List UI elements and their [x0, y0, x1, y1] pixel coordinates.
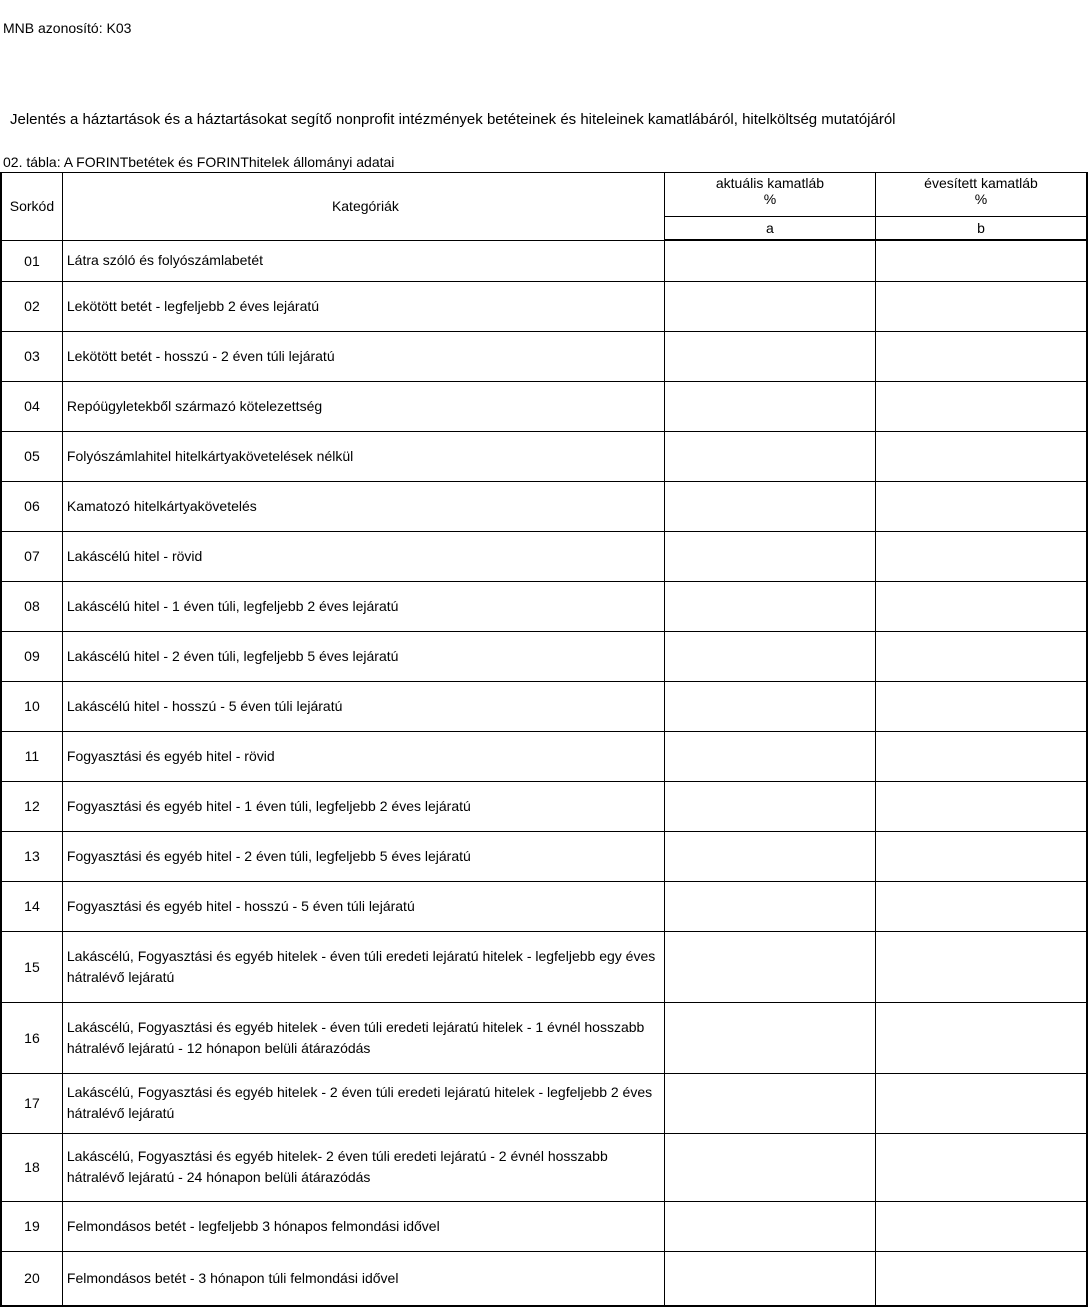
row-code: 09	[1, 631, 62, 681]
row-code: 19	[1, 1201, 62, 1251]
row-value-a-cell[interactable]	[664, 581, 875, 631]
header-col-b-title: évesített kamatláb	[924, 175, 1038, 191]
row-code: 13	[1, 831, 62, 881]
row-category	[62, 781, 664, 831]
header-col-a	[664, 173, 875, 217]
header-col-a-title: aktuális kamatláb	[715, 175, 825, 191]
row-category	[62, 1133, 664, 1201]
row-category-label: Lakáscélú, Fogyasztási és egyéb hitelek - éven túli eredeti lejáratú hitelek - 1 évnél hosszabb hátralévő lejáratú - 12 hónapon belüli átárazódás	[66, 1018, 645, 1056]
table-row	[1, 531, 1087, 581]
row-value-b-cell[interactable]	[875, 731, 1087, 781]
table-row	[1, 381, 1087, 431]
row-value-a-cell[interactable]	[664, 1201, 875, 1251]
row-value-b-cell[interactable]	[875, 681, 1087, 731]
header-col-a-letter: a	[664, 217, 875, 241]
row-code: 07	[1, 531, 62, 581]
row-category	[62, 1251, 664, 1306]
table-row	[1, 731, 1087, 781]
row-value-b-cell[interactable]	[875, 881, 1087, 931]
row-code: 03	[1, 331, 62, 381]
row-category	[62, 431, 664, 481]
row-value-b-cell[interactable]	[875, 1201, 1087, 1251]
row-category-label: Folyószámlahitel hitelkártyakövetelések nélkül	[66, 447, 354, 464]
rates-table	[0, 172, 1088, 1307]
row-value-a-cell[interactable]	[664, 1073, 875, 1133]
table-row	[1, 240, 1087, 281]
row-category-label: Fogyasztási és egyéb hitel - rövid	[66, 747, 275, 764]
row-code: 01	[1, 240, 62, 281]
table-row	[1, 681, 1087, 731]
row-category-label: Lakáscélú hitel - 1 éven túli, legfeljebb 2 éves lejáratú	[66, 597, 399, 614]
table-row	[1, 1002, 1087, 1073]
row-category-label: Fogyasztási és egyéb hitel - 2 éven túli, legfeljebb 5 éves lejáratú	[66, 847, 471, 864]
row-category-label: Lakáscélú hitel - hosszú - 5 éven túli lejáratú	[66, 697, 343, 714]
row-value-b-cell[interactable]	[875, 1002, 1087, 1073]
row-category-label: Felmondásos betét - 3 hónapon túli felmondási idővel	[66, 1269, 399, 1286]
row-category-label: Lakáscélú, Fogyasztási és egyéb hitelek - éven túli eredeti lejáratú hitelek - legfeljebb egy éves hátralévő lejáratú	[66, 947, 656, 985]
table-row	[1, 1251, 1087, 1306]
table-row	[1, 431, 1087, 481]
row-code: 18	[1, 1133, 62, 1201]
table-row	[1, 1133, 1087, 1201]
row-value-b-cell[interactable]	[875, 1073, 1087, 1133]
row-value-b-cell[interactable]	[875, 931, 1087, 1002]
row-code: 10	[1, 681, 62, 731]
row-category	[62, 581, 664, 631]
row-category-label: Látra szóló és folyószámlabetét	[66, 252, 263, 268]
row-category	[62, 481, 664, 531]
row-category-label: Fogyasztási és egyéb hitel - 1 éven túli, legfeljebb 2 éves lejáratú	[66, 797, 471, 814]
header-code: Sorkód	[1, 173, 62, 241]
table-title: 02. tábla: A FORINTbetétek és FORINThitelek állományi adatai	[3, 154, 395, 170]
row-value-b-cell[interactable]	[875, 1251, 1087, 1306]
row-code: 06	[1, 481, 62, 531]
row-value-b-cell[interactable]	[875, 581, 1087, 631]
row-value-a-cell[interactable]	[664, 531, 875, 581]
row-code: 02	[1, 281, 62, 331]
row-value-b-cell[interactable]	[875, 381, 1087, 431]
row-category	[62, 281, 664, 331]
header-category: Kategóriák	[62, 173, 664, 241]
row-code: 04	[1, 381, 62, 431]
row-category	[62, 731, 664, 781]
row-category-label: Lekötött betét - legfeljebb 2 éves lejáratú	[66, 297, 320, 314]
row-value-a-cell[interactable]	[664, 781, 875, 831]
row-value-b-cell[interactable]	[875, 431, 1087, 481]
table-row	[1, 881, 1087, 931]
row-code: 16	[1, 1002, 62, 1073]
row-category	[62, 931, 664, 1002]
row-value-a-cell[interactable]	[664, 381, 875, 431]
row-category	[62, 1201, 664, 1251]
row-value-b-cell[interactable]	[875, 481, 1087, 531]
row-value-a-cell[interactable]	[664, 831, 875, 881]
table-row	[1, 781, 1087, 831]
row-category-label: Kamatozó hitelkártyakövetelés	[66, 497, 257, 514]
row-value-a-cell[interactable]	[664, 240, 875, 281]
row-category	[62, 631, 664, 681]
mnb-id: MNB azonosító: K03	[3, 20, 132, 36]
header-col-b-letter: b	[875, 217, 1087, 241]
row-value-a-cell[interactable]	[664, 1002, 875, 1073]
header-col-b	[875, 173, 1087, 217]
row-category	[62, 531, 664, 581]
row-code: 14	[1, 881, 62, 931]
table-row	[1, 1073, 1087, 1133]
header-col-a-unit: %	[763, 191, 777, 207]
row-category-label: Lakáscélú hitel - 2 éven túli, legfeljebb 5 éves lejáratú	[66, 647, 399, 664]
row-value-a-cell[interactable]	[664, 1133, 875, 1201]
table-row	[1, 1201, 1087, 1251]
row-category-label: Lakáscélú, Fogyasztási és egyéb hitelek- 2 éven túli eredeti lejáratú - 2 évnél hosszabb hátralévő lejáratú - 24 hónapon belüli átárazódás	[66, 1148, 608, 1185]
row-category-label: Repóügyletekből származó kötelezettség	[66, 397, 323, 414]
row-code: 17	[1, 1073, 62, 1133]
table-row	[1, 631, 1087, 681]
row-value-a-cell[interactable]	[664, 881, 875, 931]
row-category-label: Lakáscélú, Fogyasztási és egyéb hitelek - 2 éven túli eredeti lejáratú hitelek - legfeljebb 2 éves hátralévő lejáratú	[66, 1084, 653, 1121]
row-code: 11	[1, 731, 62, 781]
row-value-b-cell[interactable]	[875, 781, 1087, 831]
row-category	[62, 240, 664, 281]
table-row	[1, 931, 1087, 1002]
row-value-b-cell[interactable]	[875, 1133, 1087, 1201]
row-code: 12	[1, 781, 62, 831]
row-category	[62, 831, 664, 881]
row-value-a-cell[interactable]	[664, 731, 875, 781]
row-category	[62, 881, 664, 931]
row-value-b-cell[interactable]	[875, 831, 1087, 881]
row-category-label: Fogyasztási és egyéb hitel - hosszú - 5 éven túli lejáratú	[66, 897, 415, 914]
row-code: 08	[1, 581, 62, 631]
table-row	[1, 831, 1087, 881]
row-value-b-cell[interactable]	[875, 240, 1087, 281]
row-category-label: Lakáscélú hitel - rövid	[66, 547, 203, 564]
row-value-a-cell[interactable]	[664, 281, 875, 331]
row-value-a-cell[interactable]	[664, 631, 875, 681]
row-category	[62, 681, 664, 731]
row-value-b-cell[interactable]	[875, 281, 1087, 331]
row-category	[62, 331, 664, 381]
row-code: 15	[1, 931, 62, 1002]
row-category-label: Felmondásos betét - legfeljebb 3 hónapos felmondási idővel	[66, 1217, 440, 1234]
row-value-a-cell[interactable]	[664, 481, 875, 531]
report-title: Jelentés a háztartások és a háztartásokat segítő nonprofit intézmények betéteinek és hiteleinek kamatlábáról, hitelköltség mutatójáról	[10, 111, 896, 128]
row-value-a-cell[interactable]	[664, 431, 875, 481]
table-row	[1, 281, 1087, 331]
row-category	[62, 381, 664, 431]
row-code: 20	[1, 1251, 62, 1306]
table-row	[1, 581, 1087, 631]
row-value-a-cell[interactable]	[664, 1251, 875, 1306]
row-category	[62, 1073, 664, 1133]
row-category-label: Lekötött betét - hosszú - 2 éven túli lejáratú	[66, 347, 335, 364]
table-row	[1, 331, 1087, 381]
table-header-row	[1, 173, 1087, 217]
row-value-a-cell[interactable]	[664, 681, 875, 731]
row-value-b-cell[interactable]	[875, 331, 1087, 381]
row-value-b-cell[interactable]	[875, 531, 1087, 581]
row-value-a-cell[interactable]	[664, 331, 875, 381]
row-category	[62, 1002, 664, 1073]
row-value-b-cell[interactable]	[875, 631, 1087, 681]
row-code: 05	[1, 431, 62, 481]
header-col-b-unit: %	[974, 191, 988, 207]
row-value-a-cell[interactable]	[664, 931, 875, 1002]
table-row	[1, 481, 1087, 531]
